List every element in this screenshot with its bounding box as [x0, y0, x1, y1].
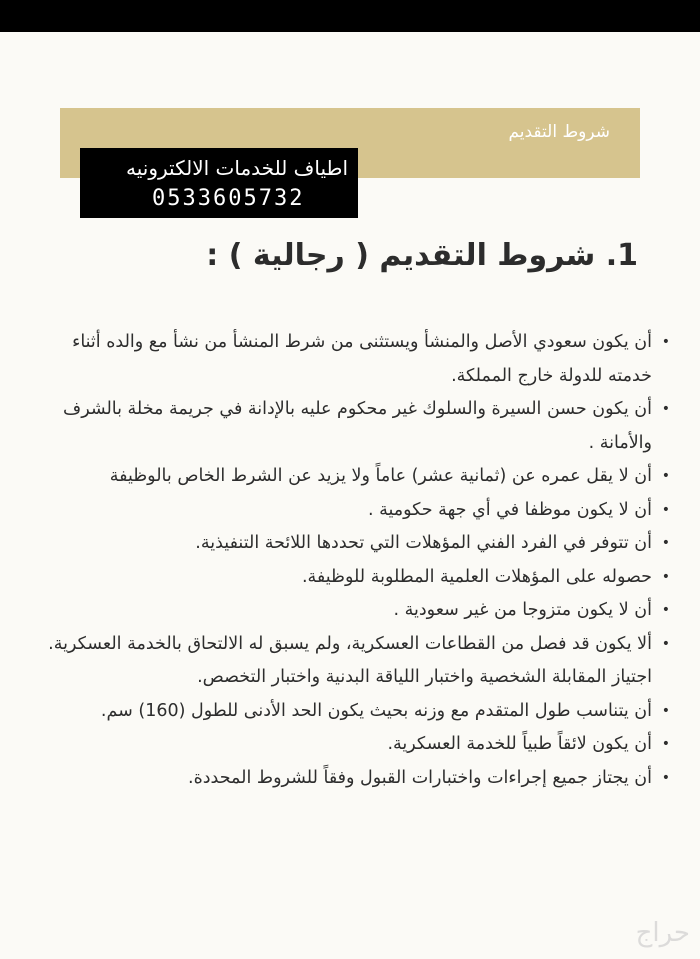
condition-item: • أن تتوفر في الفرد الفني المؤهلات التي تحددها اللائحة التنفيذية. [30, 527, 680, 561]
advertiser-name: اطياف للخدمات الالكترونيه [126, 156, 348, 180]
advertiser-phone: 0533605732 [152, 186, 305, 211]
bullet-icon: • [661, 602, 670, 618]
advertiser-overlay [80, 148, 358, 218]
bullet-icon: • [661, 702, 670, 719]
condition-item: • أن يتناسب طول المتقدم مع وزنه بحيث يكون الحد الأدنى للطول (160) سم. [30, 695, 680, 729]
condition-item: • أن يجتاز جميع إجراءات واختبارات القبول وفقاً للشروط المحددة. [30, 762, 680, 796]
bullet-icon: • [661, 535, 670, 551]
watermark-logo: حراج [635, 918, 690, 948]
condition-item: • حصوله على المؤهلات العلمية المطلوبة للوظيفة. [30, 561, 680, 595]
condition-item: • أن يكون سعودي الأصل والمنشأ ويستثنى من شرط المنشأ من نشأ مع والده أثناء خدمته للدولة خارج المملكة. [30, 326, 680, 393]
bullet-icon: • [661, 635, 670, 652]
bullet-icon: • [661, 736, 670, 752]
bullet-icon: • [661, 568, 670, 585]
condition-item: • أن يكون لائقاً طبياً للخدمة العسكرية. [30, 728, 680, 762]
conditions-list [30, 326, 680, 795]
bullet-icon: • [661, 468, 670, 484]
condition-item: • ألا يكون قد فصل من القطاعات العسكرية، ولم يسبق له الالتحاق بالخدمة العسكرية. اجتياز المقابلة الشخصية واختبار اللياقة البدنية واختبار التخصص. [30, 628, 680, 695]
condition-item: • أن يكون حسن السيرة والسلوك غير محكوم عليه بالإدانة في جريمة مخلة بالشرف والأمانة . [30, 393, 680, 460]
bullet-icon: • [661, 401, 670, 417]
bullet-icon: • [661, 334, 670, 350]
condition-item: • أن لا يكون موظفا في أي جهة حكومية . [30, 494, 680, 528]
condition-item: • أن لا يقل عمره عن (ثمانية عشر) عاماً ولا يزيد عن الشرط الخاص بالوظيفة [30, 460, 680, 494]
condition-item: • أن لا يكون متزوجا من غير سعودية . [30, 594, 680, 628]
header-title: شروط التقديم [508, 122, 610, 142]
section-title: 1. شروط التقديم ( رجالية ) : [206, 238, 638, 273]
bullet-icon: • [661, 769, 670, 786]
top-black-bar [0, 0, 700, 32]
bullet-icon: • [661, 501, 670, 518]
